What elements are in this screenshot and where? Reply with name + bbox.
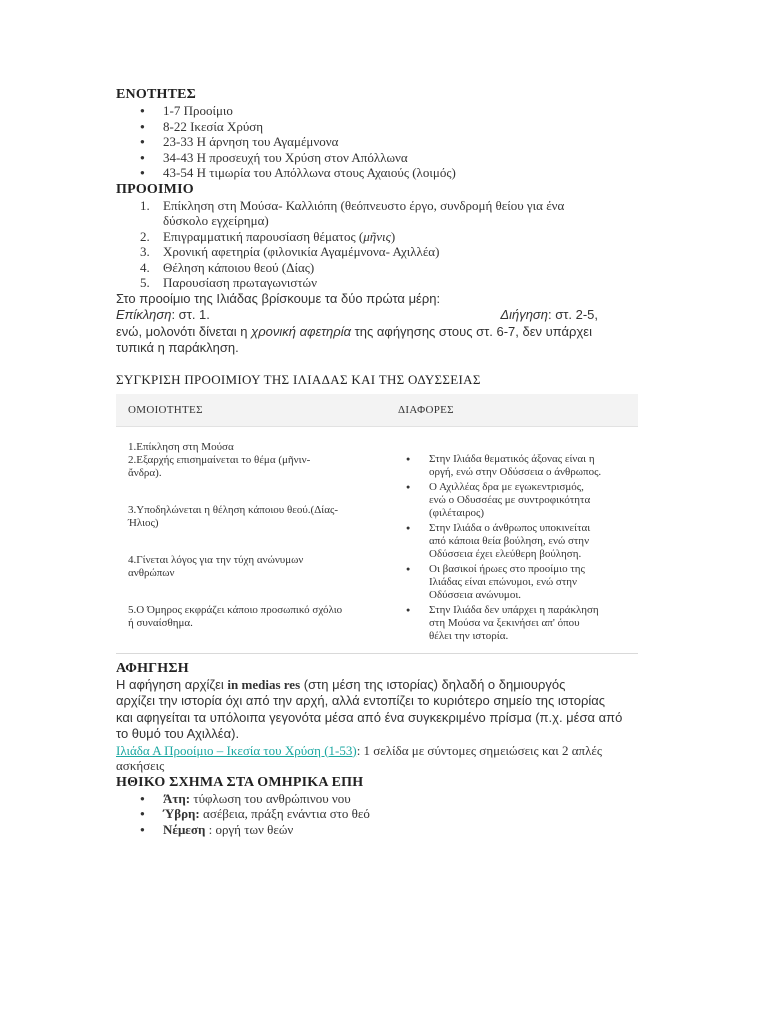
diigisi-text: [500, 307, 598, 324]
epiklisi-value: : στ. 1.: [171, 307, 210, 322]
iliada-prooimio-link[interactable]: Ιλιάδα Α Προοίμιο – Ικεσία του Χρύση (1-53): [116, 742, 357, 758]
paragraph-line: [116, 307, 646, 324]
prooimio-list: [116, 198, 646, 291]
similarity-item: [128, 504, 374, 530]
in-medias-res-text: in medias res: [227, 676, 301, 692]
section-heading-ithiko: ΗΘΙΚΟ ΣΧΗΜΑ ΣΤΑ ΟΜΗΡΙΚΑ ΕΠΗ: [116, 774, 364, 790]
list-number: 3.: [140, 244, 150, 259]
table-row: [116, 426, 638, 653]
document-page: [116, 86, 646, 837]
text: της αφήγησης στους στ. 6-7, δεν υπάρχει: [351, 323, 592, 339]
list-text: ): [390, 228, 396, 244]
epiklisi-label: Επίκληση: [116, 307, 172, 322]
similarity-item: [128, 441, 374, 480]
list-item: ● Άτη: τύφλωση του ανθρώπινου νου: [116, 791, 646, 807]
text: 1.Επίκληση στη Μούσα: [128, 440, 234, 453]
list-item: [116, 260, 646, 276]
text: ενώ, μολονότι δίνεται η: [116, 323, 252, 339]
paragraph-line: αρχίζει την ιστορία όχι από την αρχή, αλλά εντοπίζει το κυριότερο σημείο της ιστορίας: [116, 693, 606, 708]
comparison-table: [116, 394, 638, 654]
paragraph-line: Στο προοίμιο της Ιλιάδας βρίσκουμε τα δύο πρώτα μέρη:: [116, 290, 441, 306]
list-item: ● Ύβρη: ασέβεια, πράξη ενάντια στο θεό: [116, 806, 646, 822]
list-item: [116, 198, 646, 229]
list-number: 4.: [140, 259, 150, 275]
text: 4.Γίνεται λόγος για την τύχη ανώνυμων: [128, 553, 304, 566]
text: 2.Εξαρχής επισημαίνεται το θέμα (μῆνιν-: [128, 453, 311, 466]
text: Ήλιος): [128, 516, 159, 529]
text-italic: χρονική αφετηρία: [251, 323, 352, 339]
text: 3.Υποδηλώνεται η θέληση κάποιου θεού.(Δίας-: [128, 503, 339, 516]
list-text: Επιγραμματική παρουσίαση θέματος (: [163, 228, 364, 244]
list-item: ● 23-33 Η άρνηση του Αγαμέμνονα: [116, 134, 646, 150]
section-heading-prooimio: ΠΡΟΟΙΜΙΟ: [116, 181, 194, 197]
list-text-italic: μῆνις: [363, 228, 391, 244]
list-number: 5.: [140, 275, 150, 290]
section-heading-afigisi: ΑΦΗΓΗΣΗ: [116, 660, 189, 676]
list-item: ● Στην Ιλιάδα δεν υπάρχει η παράκληση στη Μούσα να ξεκινήσει απ' όπου θέλει την ιστορία.: [398, 604, 626, 643]
resource-link-line: [116, 743, 646, 774]
differences-cell: [386, 426, 638, 653]
section-heading-enotites: ΕΝΟΤΗΤΕΣ: [116, 87, 196, 102]
afigisi-paragraph: [116, 677, 646, 743]
list-item: [116, 244, 646, 260]
prooimio-paragraph: [116, 291, 646, 357]
list-text: Επίκληση στη Μούσα- Καλλιόπη (θεόπνευστο έργο, συνδρομή θείου για ένα: [163, 197, 565, 213]
text: ανθρώπων: [128, 566, 175, 579]
similarity-item: [128, 554, 374, 580]
paragraph-line: [116, 324, 646, 341]
list-item: ● 43-54 Η τιμωρία του Απόλλωνα στους Αχαιούς (λοιμός): [116, 165, 646, 181]
differences-list: [398, 453, 626, 643]
list-item: ● Οι βασικοί ήρωες στο προοίμιο της Ιλιάδας είναι επώνυμοι, ενώ στην Οδύσσεια ανώνυμοι.: [398, 563, 626, 602]
text: 5.Ο Όμηρος εκφράζει κάποιο προσωπικό σχόλιο: [128, 603, 343, 616]
similarity-item: [128, 604, 374, 630]
list-text: δύσκολο εγχείρημα): [163, 213, 269, 228]
table-header-row: [116, 394, 638, 427]
diigisi-label: Διήγηση: [500, 307, 548, 322]
list-number: 2.: [140, 228, 150, 244]
text: ἄνδρα).: [128, 466, 162, 479]
list-text: Χρονική αφετηρία (φιλονικία Αγαμέμνονα- Αχιλλέα): [163, 244, 440, 259]
paragraph-line: τυπικά η παράκληση.: [116, 340, 239, 355]
text: ή συναίσθημα.: [128, 616, 193, 629]
list-item: ● Στην Ιλιάδα ο άνθρωπος υποκινείται από κάποια θεία βούληση, ενώ στην Οδύσσεια έχει ελεύθερη βούληση.: [398, 522, 626, 561]
list-item: ● 1-7 Προοίμιο: [116, 103, 646, 119]
list-item: ● 34-43 Η προσευχή του Χρύση στον Απόλλωνα: [116, 150, 646, 166]
list-item: ● Νέμεση : οργή των θεών: [116, 822, 646, 838]
list-item: [116, 275, 646, 291]
column-header-similarities: ΟΜΟΙΟΤΗΤΕΣ: [116, 394, 386, 427]
list-item: [116, 229, 646, 245]
paragraph-line: το θυμό του Αχιλλέα).: [116, 726, 240, 741]
epiklisi-text: [116, 307, 210, 324]
list-item: ● Στην Ιλιάδα θεματικός άξονας είναι η οργή, ενώ στην Οδύσσεια ο άνθρωπος.: [398, 453, 626, 479]
list-text: Θέληση κάποιου θεού (Δίας): [163, 259, 315, 275]
paragraph-line: Η αφήγηση αρχίζει in medias res (στη μέση της ιστορίας) δηλαδή ο δημιουργός: [116, 676, 566, 692]
list-item: ● Ο Αχιλλέας δρα με εγωκεντρισμός, ενώ ο Οδυσσέας με συντροφικότητα (φιλέταιρος): [398, 481, 626, 520]
column-header-differences: ΔΙΑΦΟΡΕΣ: [386, 394, 638, 427]
diigisi-value: : στ. 2-5,: [547, 307, 598, 322]
list-item: ● 8-22 Ικεσία Χρύση: [116, 119, 646, 135]
text: : 1 σελίδα με σύντομες σημειώσεις και 2 απλές: [356, 742, 602, 758]
ithiko-list: [116, 791, 646, 838]
list-number: 1.: [140, 197, 150, 213]
text: ασκήσεις: [116, 758, 165, 773]
paragraph-line: και αφηγείται τα υπόλοιπα γεγονότα μέσα από ένα συγκεκριμένο πρίσμα (π.χ. μέσα από: [116, 709, 623, 725]
list-text: Παρουσίαση πρωταγωνιστών: [163, 275, 317, 290]
enotites-list: [116, 103, 646, 181]
similarities-cell: [116, 426, 386, 653]
section-heading-comparison: ΣΥΓΚΡΙΣΗ ΠΡΟΟΙΜΙΟΥ ΤΗΣ ΙΛΙΑΔΑΣ ΚΑΙ ΤΗΣ ΟΔΥΣΣΕΙΑΣ: [116, 371, 481, 387]
